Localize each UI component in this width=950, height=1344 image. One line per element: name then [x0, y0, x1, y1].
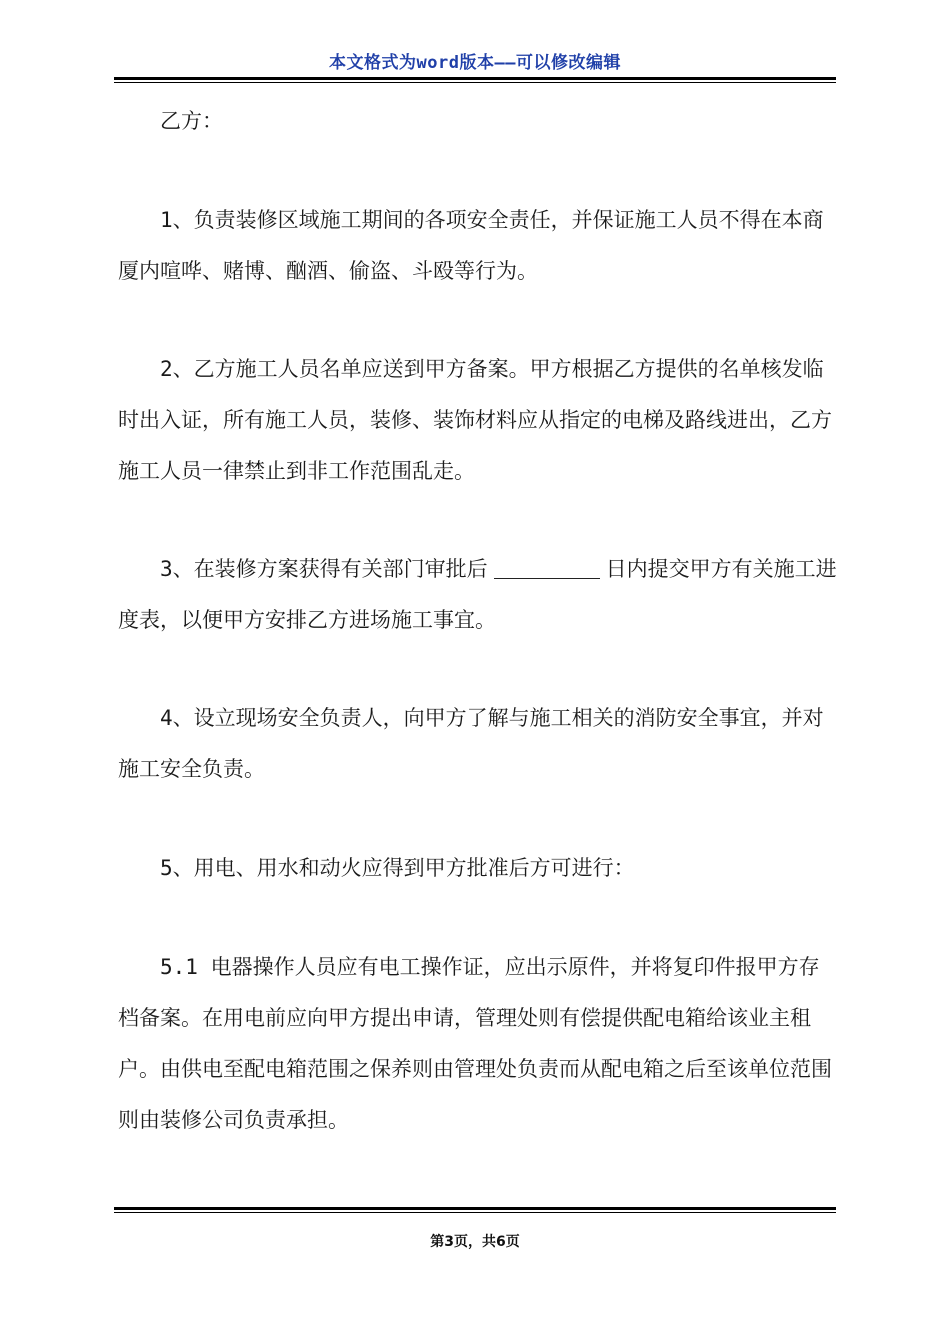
header-rule-thin — [114, 82, 836, 83]
clause-3-before: 3、在装修方案获得有关部门审批后 — [160, 557, 488, 581]
clause-1: 1、负责装修区域施工期间的各项安全责任，并保证施工人员不得在本商厦内喧哗、赌博、酗酒、偷盗、斗殴等行为。 — [118, 208, 824, 283]
clause-5-1: 5.1 电器操作人员应有电工操作证，应出示原件，并将复印件报甲方存档备案。在用电前应向甲方提出申请，管理处则有偿提供配电箱给该业主租户。由供电至配电箱范围之保养则由管理处负责而从配电箱之后至该单位范围则由装修公司负责承担。 — [118, 955, 832, 1132]
clause-3-after: 日内提交甲方有关施工进度表，以便甲方安排乙方进场施工事宜。 — [118, 557, 837, 632]
clause-5-1-block — [118, 942, 838, 1146]
clause-1-block — [118, 195, 838, 297]
clause-5-block — [118, 843, 838, 894]
fill-in-blank — [494, 556, 600, 579]
clause-2: 2、乙方施工人员名单应送到甲方备案。甲方根据乙方提供的名单核发临时出入证，所有施工人员，装修、装饰材料应从指定的电梯及路线进出，乙方施工人员一律禁止到非工作范围乱走。 — [118, 357, 832, 483]
clause-2-block — [118, 344, 838, 497]
footer-rule-thin — [114, 1212, 836, 1213]
party-label-block — [118, 96, 838, 147]
clause-5: 5、用电、用水和动火应得到甲方批准后方可进行： — [160, 856, 635, 880]
clause-3 — [118, 544, 838, 646]
clause-4-block — [118, 693, 838, 795]
clause-3-block — [118, 544, 838, 646]
clause-4: 4、设立现场安全负责人，向甲方了解与施工相关的消防安全事宜，并对施工安全负责。 — [118, 706, 824, 781]
footer-rule-thick — [114, 1207, 836, 1210]
header-rule-thick — [114, 77, 836, 80]
page-number: 第3页，共6页 — [430, 1234, 520, 1250]
header-title: 本文格式为word版本——可以修改编辑 — [329, 53, 621, 73]
party-label: 乙方： — [160, 109, 223, 133]
